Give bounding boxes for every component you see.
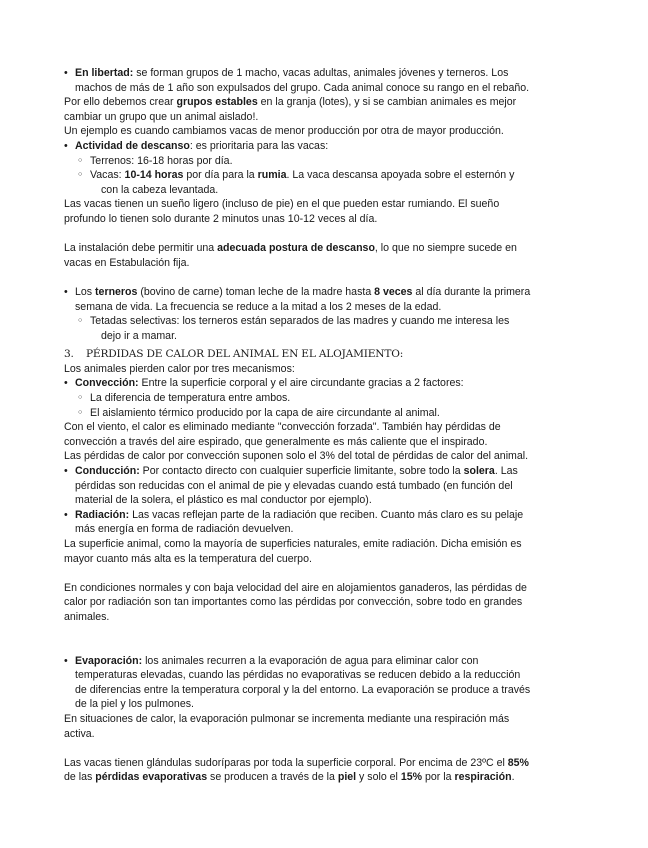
text-line: de diferencias entre la temperatura corporal y la del entorno. La evaporación se produce a través xyxy=(75,683,531,696)
text-line: Un ejemplo es cuando cambiamos vacas de menor producción por otra de mayor producción. xyxy=(64,125,504,138)
text-line: temperaturas elevadas, cuando las pérdidas no evaporativas se reducen debido a la reducción xyxy=(75,669,521,682)
sub-bullet-tetadas: ○ Tetadas selectivas: los terneros están separados de las madres y cuando me interesa les xyxy=(78,315,510,328)
bullet-actividad-descanso: • Actividad de descanso: es prioritaria para las vacas: xyxy=(64,139,329,152)
text-line: calor por radiación son tan importantes como las pérdidas por convección, sobre todo en grandes xyxy=(64,596,523,609)
text-line: más energía en forma de radiación devuelven. xyxy=(75,523,294,536)
text-line: En situaciones de calor, la evaporación pulmonar se incrementa mediante una respiración más xyxy=(64,712,510,725)
text-line: Las pérdidas de calor por convección suponen solo el 3% del total de pérdidas de calor del animal. xyxy=(64,450,529,463)
sub-bullet-diferencia: ○ La diferencia de temperatura entre ambos. xyxy=(78,392,291,405)
text-line: material de la solera, el plástico es mal conductor por ejemplo). xyxy=(75,494,372,507)
bullet-conveccion: • Convección: Entre la superficie corporal y el aire circundante gracias a 2 factores: xyxy=(64,377,464,390)
text-line: vacas en Estabulación fija. xyxy=(64,256,190,269)
text-line: En condiciones normales y con baja velocidad del aire en alojamientos ganaderos, las pérdidas de xyxy=(64,581,527,594)
bullet-en-libertad: • En libertad: se forman grupos de 1 macho, vacas adultas, animales jóvenes y terneros. Los xyxy=(64,67,509,79)
text-line: de la piel y los pulmones. xyxy=(75,698,194,711)
section-heading: 3. PÉRDIDAS DE CALOR DEL ANIMAL EN EL ALOJAMIENTO: xyxy=(64,348,404,361)
bullet-terneros: • Los terneros (bovino de carne) toman leche de la madre hasta 8 veces al día durante la primera xyxy=(64,285,531,298)
text-line: Las vacas tienen un sueño ligero (incluso de pie) en el que pueden estar rumiando. El sueño xyxy=(64,198,500,211)
text-line: mayor cuanto más alta es la temperatura del cuerpo. xyxy=(64,552,312,565)
text-line: machos de más de 1 año son expulsados del grupo. Cada animal conoce su rango en el rebaño. xyxy=(75,81,530,94)
text-line: semana de vida. La frecuencia se reduce a la mitad a los 2 meses de la edad. xyxy=(75,300,442,313)
text-line: de las pérdidas evaporativas se producen a través de la piel y solo el 15% por la respiración. xyxy=(64,771,515,784)
document-page xyxy=(64,66,584,785)
sub-bullet-aislamiento: ○ El aislamiento térmico producido por la capa de aire circundante al animal. xyxy=(78,406,440,419)
text-line: pérdidas son reducidas con el animal de pie y elevadas cuando está tumbado (en función del xyxy=(75,479,513,492)
text-line: convección a través del aire espirado, que generalmente es más caliente que el inspirado. xyxy=(64,435,488,448)
text-line: Con el viento, el calor es eliminado mediante "convección forzada". También hay pérdidas de xyxy=(64,421,501,434)
text-line: Por ello debemos crear grupos estables en la granja (lotes), y si se cambian animales es mejor xyxy=(64,96,517,109)
text-line: dejo ir a mamar. xyxy=(101,329,177,342)
text-line: activa. xyxy=(64,727,95,740)
text-line: La superficie animal, como la mayoría de superficies naturales, emite radiación. Dicha emisión es xyxy=(64,538,522,550)
text-line: cambiar un grupo que un animal aislado!. xyxy=(64,110,259,123)
bullet-conduccion: • Conducción: Por contacto directo con cualquier superficie limitante, sobre todo la solera. Las xyxy=(64,465,518,478)
sub-bullet-vacas: ○ Vacas: 10-14 horas por día para la rumia. La vaca descansa apoyada sobre el esternón y xyxy=(78,169,515,182)
text-line: La instalación debe permitir una adecuada postura de descanso, lo que no siempre sucede en xyxy=(64,242,517,255)
text-line: con la cabeza levantada. xyxy=(101,183,219,196)
bullet-marker: • xyxy=(64,67,68,79)
text-line: Los animales pierden calor por tres mecanismos: xyxy=(64,362,295,375)
sub-bullet-terrenos: ○ Terrenos: 16-18 horas por día. xyxy=(78,154,233,167)
text-line: profundo lo tienen solo durante 2 minutos unas 10-12 veces al día. xyxy=(64,212,378,225)
text-line: Las vacas tienen glándulas sudoríparas por toda la superficie corporal. Por encima de 23ºC el 85% xyxy=(64,756,529,769)
text-line: animales. xyxy=(64,610,110,623)
bullet-evaporacion: • Evaporación: los animales recurren a la evaporación de agua para eliminar calor con xyxy=(64,654,479,667)
bullet-radiacion: • Radiación: Las vacas reflejan parte de la radiación que reciben. Cuanto más claro es su pelaje xyxy=(64,508,524,521)
